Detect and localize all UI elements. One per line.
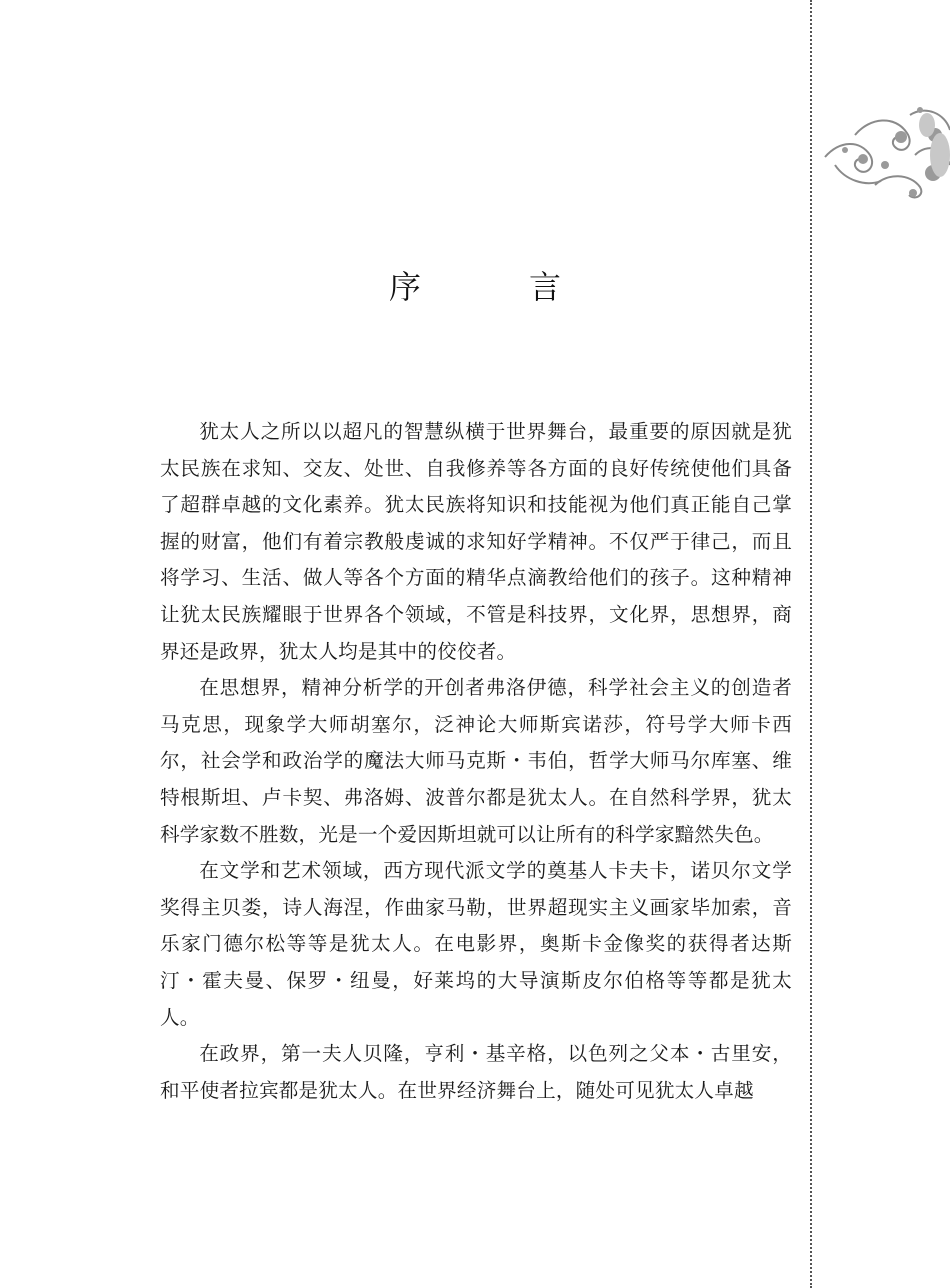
floral-ornament-icon (815, 95, 950, 205)
paragraph: 犹太人之所以以超凡的智慧纵横于世界舞台，最重要的原因就是犹太民族在求知、交友、处世、自我修养等各方面的良好传统使他们具备了超群卓越的文化素养。犹太民族将知识和技能视为他们真正能自己掌握的财富，他们有着宗教般虔诚的求知好学精神。不仅严于律己，而且将学习、生活、做人等各个方面的精华点滴教给他们的孩子。这种精神让犹太民族耀眼于世界各个领域，不管是科技界，文化界，思想界，商界还是政界，犹太人均是其中的佼佼者。 (160, 420, 792, 663)
paragraph: 在思想界，精神分析学的开创者弗洛伊德，科学社会主义的创造者马克思，现象学大师胡塞尔，泛神论大师斯宾诺莎，符号学大师卡西尔，社会学和政治学的魔法大师马克斯・韦伯，哲学大师马尔库塞、维特根斯坦、卢卡契、弗洛姆、波普尔都是犹太人。在自然科学界，犹太科学家数不胜数，光是一个爱因斯坦就可以让所有的科学家黯然失色。 (160, 676, 792, 846)
paragraph: 在政界，第一夫人贝隆，亨利・基辛格，以色列之父本・古里安，和平使者拉宾都是犹太人。在世界经济舞台上，随处可见犹太人卓越 (160, 1042, 792, 1102)
body-text (160, 414, 792, 1109)
page-title: 序 言 (388, 268, 599, 306)
paragraph: 在文学和艺术领域，西方现代派文学的奠基人卡夫卡，诺贝尔文学奖得主贝娄，诗人海涅，作曲家马勒，世界超现实主义画家毕加索，音乐家门德尔松等等是犹太人。在电影界，奥斯卡金像奖的获得者达斯汀・霍夫曼、保罗・纽曼，好莱坞的大导演斯皮尔伯格等等都是犹太人。 (160, 859, 792, 1029)
margin-dotted-rule (810, 0, 812, 1288)
